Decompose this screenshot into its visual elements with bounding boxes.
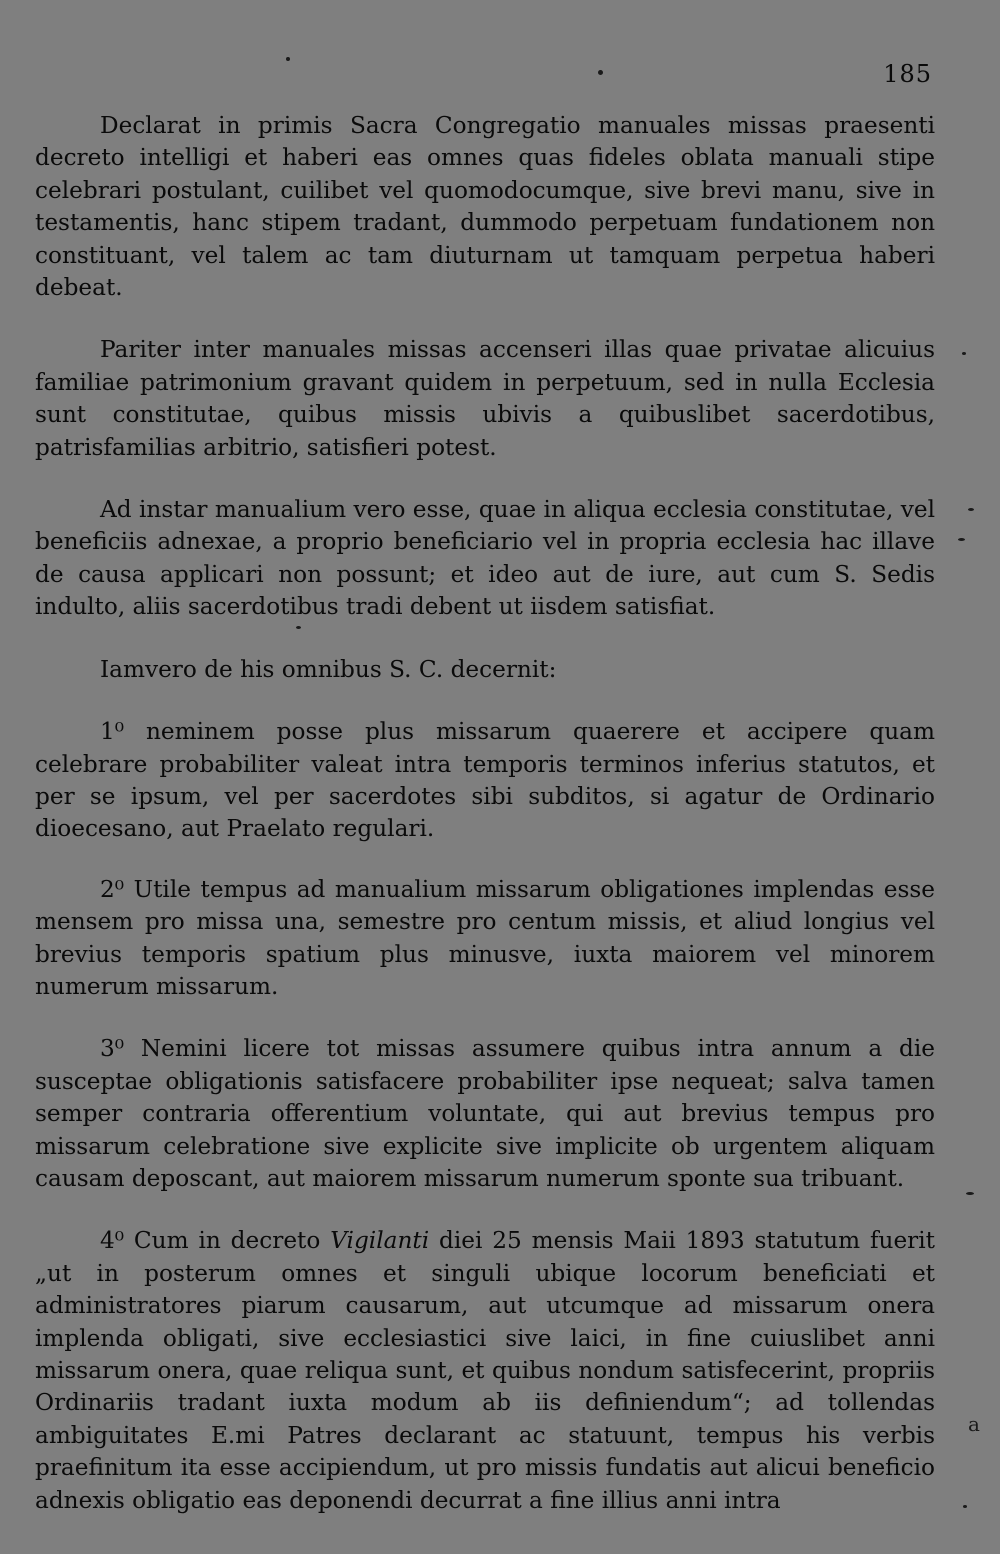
paragraph-1: Declarat in primis Sacra Congregatio manuales missas praesenti decreto intelligi et haberi eas omnes quas fideles oblata manuali stipe celebrari postulant, cuilibet vel quomodocumque, sive brevi manu, sive in testamentis, hanc stipem tradant, dummodo perpetuam fundationem non constituant, vel talem ac tam diuturnam ut tamquam perpetua haberi debeat. [35, 112, 935, 302]
paragraph-8-rest: diei 25 mensis Maii 1893 statutum fuerit „ut in posterum omnes et singuli ubique locorum beneficiati et administratores piarum causarum, aut utcumque ad missarum onera implenda obligati, sive ecclesiastici sive laici, in fine cuiuslibet anni missarum onera, quae reliqua sunt, et quibus nondum satisfecerint, propriis Ordinariis tradant iuxta modum ab iis definiendum“; ad tollendas ambiguitates E.mi Patres declarant ac statuunt, tempus his verbis praefinitum ita esse accipiendum, ut pro missis fundatis aut alicui beneficio adnexis obligatio eas deponendi decurrat a fine illius anni intra [35, 1227, 935, 1514]
decree-title: Vigilanti [330, 1227, 430, 1255]
scan-speck [968, 508, 974, 511]
paragraph-8 [35, 1225, 935, 1517]
paragraph-8-start: 4⁰ Cum in decreto [100, 1227, 331, 1255]
paragraph-3: Ad instar manualium vero esse, quae in aliqua ecclesia constitutae, vel beneficiis adnexae, a proprio beneficiario vel in propria ecclesia hac illave de causa applicari non possunt; et ideo aut de iure, aut cum S. Sedis indulto, aliis sacerdotibus tradi debent ut iisdem satisfiat. [35, 496, 935, 621]
paragraph-2: Pariter inter manuales missas accenseri illas quae privatae alicuius familiae patrimonium gravant quidem in perpetuum, sed in nulla Ecclesia sunt constitutae, quibus missis ubivis a quibuslibet sacerdotibus, patrisfamilias arbitrio, satisfieri potest. [35, 336, 935, 461]
scan-speck [958, 538, 965, 541]
paragraph-5: 1⁰ neminem posse plus missarum quaerere et accipere quam celebrare probabiliter valeat intra temporis terminos inferius statutos, et per se ipsum, vel per sacerdotes sibi subditos, si agatur de Ordinario dioecesano, aut Praelato regulari. [35, 718, 935, 843]
scan-speck [286, 57, 290, 61]
body-text [35, 110, 935, 1547]
scan-speck [962, 352, 966, 355]
paragraph-7: 3⁰ Nemini licere tot missas assumere quibus intra annum a die susceptae obligationis satisfacere probabiliter ipse nequeat; salva tamen semper contraria offerentium voluntate, qui aut brevius tempus pro missarum celebratione sive explicite sive implicite ob urgentem aliquam causam deposcant, aut maiorem missarum numerum sponte sua tribuant. [35, 1035, 935, 1192]
margin-mark: a [968, 1412, 980, 1436]
scan-speck [963, 1505, 967, 1508]
paragraph-6: 2⁰ Utile tempus ad manualium missarum obligationes implendas esse mensem pro missa una, semestre pro centum missis, et aliud longius vel brevius temporis spatium plus minusve, iuxta maiorem vel minorem numerum missarum. [35, 875, 935, 1000]
scan-speck [966, 1192, 974, 1195]
scan-speck [296, 626, 301, 629]
page-number: 185 [883, 60, 932, 88]
scan-speck [598, 70, 603, 75]
paragraph-4: Iamvero de his omnibus S. C. decernit: [100, 655, 557, 683]
